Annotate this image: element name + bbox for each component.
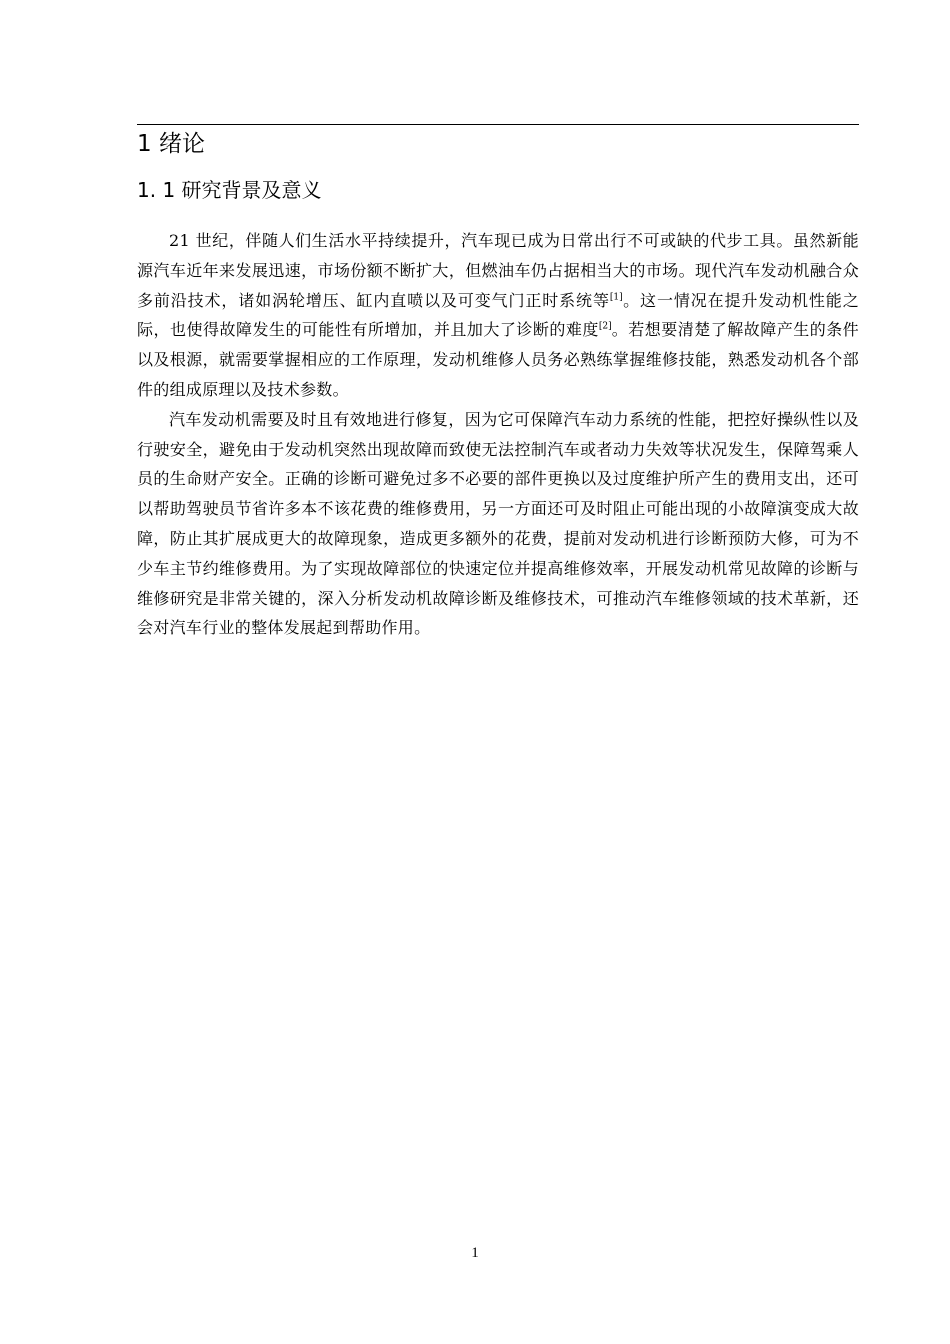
citation-2: [2] [598, 322, 612, 333]
paragraph-1-text-3: 。若想要清楚了解故障产生的条件以及根源，就需要掌握相应的工作原理，发动机维修人员务必熟练掌握维修技能，熟悉发动机各个部件的组成原理以及技术参数。 [137, 320, 859, 399]
paragraph-1 [137, 226, 859, 405]
citation-1: [1] [609, 292, 623, 303]
header-rule [137, 124, 859, 125]
paragraph-1-text-1: 21 世纪，伴随人们生活水平持续提升，汽车现已成为日常出行不可或缺的代步工具。虽然新能源汽车近年来发展迅速，市场份额不断扩大，但燃油车仍占据相当大的市场。现代汽车发动机融合众多前沿技术，诸如涡轮增压、缸内直喷以及可变气门正时系统等 [137, 231, 859, 310]
chapter-heading: 1 绪论 [137, 131, 205, 157]
paragraph-1-text-2: 。这一情况在提升发动机性能之际，也使得故障发生的可能性有所增加，并且加大了诊断的难度 [137, 290, 859, 340]
section-heading: 1. 1 研究背景及意义 [137, 178, 322, 202]
body-text [137, 226, 859, 643]
paragraph-2: 汽车发动机需要及时且有效地进行修复，因为它可保障汽车动力系统的性能，把控好操纵性以及行驶安全，避免由于发动机突然出现故障而致使无法控制汽车或者动力失效等状况发生，保障驾乘人员的生命财产安全。正确的诊断可避免过多不必要的部件更换以及过度维护所产生的费用支出，还可以帮助驾驶员节省许多本不该花费的维修费用，另一方面还可及时阻止可能出现的小故障演变成大故障，防止其扩展成更大的故障现象，造成更多额外的花费，提前对发动机进行诊断预防大修，可为不少车主节约维修费用。为了实现故障部位的快速定位并提高维修效率，开展发动机常见故障的诊断与维修研究是非常关键的，深入分析发动机故障诊断及维修技术，可推动汽车维修领域的技术革新，还会对汽车行业的整体发展起到帮助作用。 [137, 409, 859, 638]
page-number: 1 [471, 1245, 479, 1261]
